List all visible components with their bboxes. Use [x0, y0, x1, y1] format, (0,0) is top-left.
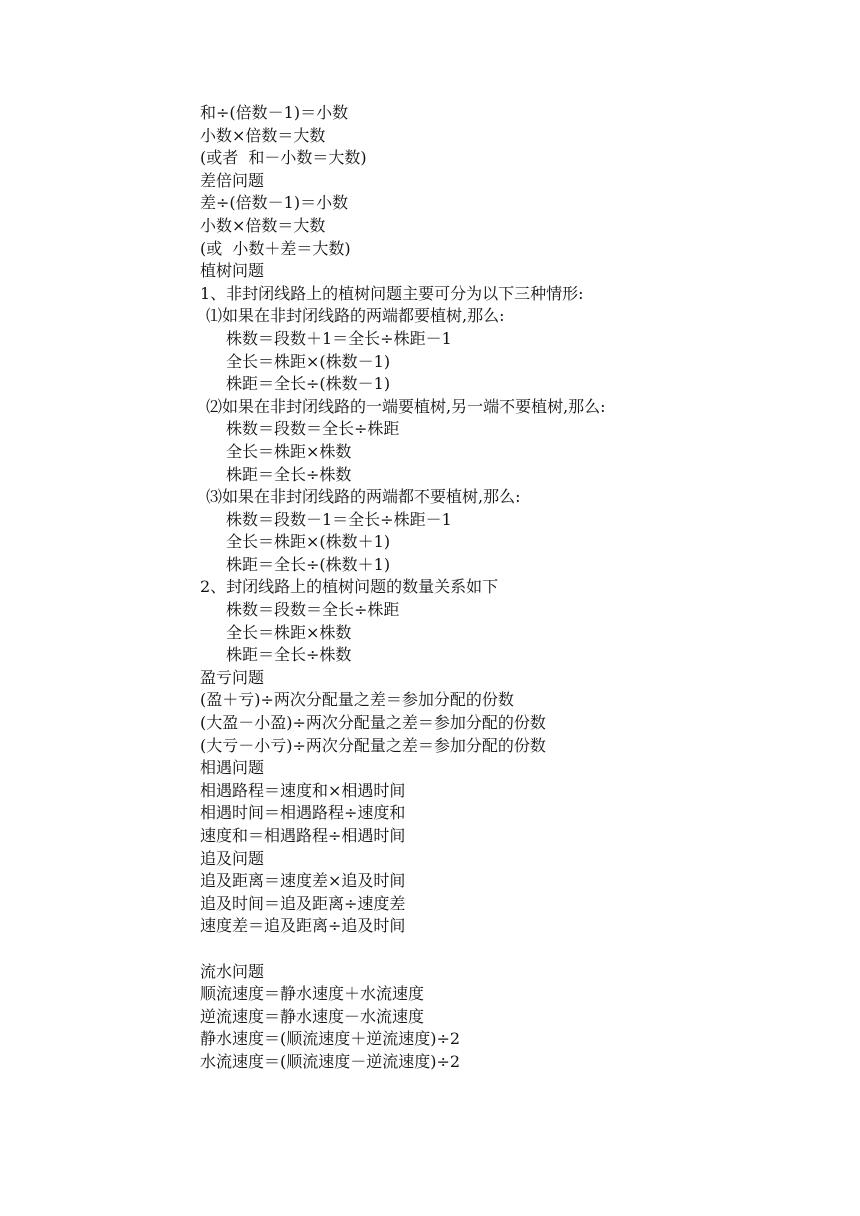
formula-line: 株数＝段数＝全长÷株距 [226, 419, 400, 439]
subsection-heading: 2、封闭线路上的植树问题的数量关系如下 [200, 577, 499, 597]
formula-line: (盈＋亏)÷两次分配量之差＝参加分配的份数 [200, 690, 514, 710]
formula-line: 全长＝株距×株数 [226, 441, 352, 461]
formula-line: 和÷(倍数－1)＝小数 [200, 103, 349, 122]
case-heading: ⑵如果在非封闭线路的一端要植树,另一端不要植树,那么: [206, 396, 606, 416]
formula-line: 株数＝段数＝全长÷株距 [226, 600, 400, 620]
formula-line: 追及时间＝追及距离÷速度差 [200, 893, 406, 913]
section-heading: 盈亏问题 [200, 667, 265, 687]
formula-line: 小数×倍数＝大数 [200, 125, 326, 145]
formula-line: (或 小数＋差＝大数) [200, 238, 351, 258]
formula-line: 株数＝段数＋1＝全长÷株距－1 [226, 328, 452, 348]
section-heading: 流水问题 [200, 961, 265, 981]
formula-line: 相遇路程＝速度和×相遇时间 [200, 780, 406, 800]
section-heading: 追及问题 [200, 848, 265, 868]
formula-line: 全长＝株距×(株数－1) [226, 351, 391, 371]
formula-line: 水流速度＝(顺流速度－逆流速度)÷2 [200, 1051, 461, 1071]
formula-line: (大亏－小亏)÷两次分配量之差＝参加分配的份数 [200, 735, 546, 755]
formula-line: 株距＝全长÷(株数－1) [226, 374, 391, 394]
formula-line: 全长＝株距×(株数＋1) [226, 532, 391, 552]
formula-line: 相遇时间＝相遇路程÷速度和 [200, 803, 406, 823]
formula-line: 速度和＝相遇路程÷相遇时间 [200, 826, 406, 845]
blank-line [200, 938, 820, 961]
formula-line: 速度差＝追及距离÷追及时间 [200, 916, 406, 936]
formula-line: 差÷(倍数－1)＝小数 [200, 193, 349, 213]
document-body [200, 102, 820, 1074]
formula-line: 逆流速度＝静水速度－水流速度 [200, 1006, 425, 1026]
formula-line: 追及距离＝速度差×追及时间 [200, 871, 406, 891]
case-heading: ⑶如果在非封闭线路的两端都不要植树,那么: [206, 487, 521, 507]
formula-line: (或者 和－小数＝大数) [200, 148, 367, 168]
section-heading: 植树问题 [200, 261, 265, 281]
formula-line: 顺流速度＝静水速度＋水流速度 [200, 984, 425, 1004]
formula-line: 株距＝全长÷(株数＋1) [226, 554, 391, 574]
section-heading: 相遇问题 [200, 758, 265, 778]
formula-line: 株数＝段数－1＝全长÷株距－1 [226, 509, 452, 529]
formula-line: 株距＝全长÷株数 [226, 645, 352, 665]
formula-line: 全长＝株距×株数 [226, 622, 352, 642]
case-heading: ⑴如果在非封闭线路的两端都要植树,那么: [206, 306, 505, 326]
formula-line: 静水速度＝(顺流速度＋逆流速度)÷2 [200, 1029, 461, 1049]
formula-line: 小数×倍数＝大数 [200, 215, 326, 235]
formula-line: 株距＝全长÷株数 [226, 464, 352, 484]
subsection-heading: 1、非封闭线路上的植树问题主要可分为以下三种情形: [200, 283, 584, 303]
section-heading: 差倍问题 [200, 170, 265, 190]
formula-line: (大盈－小盈)÷两次分配量之差＝参加分配的份数 [200, 713, 546, 733]
